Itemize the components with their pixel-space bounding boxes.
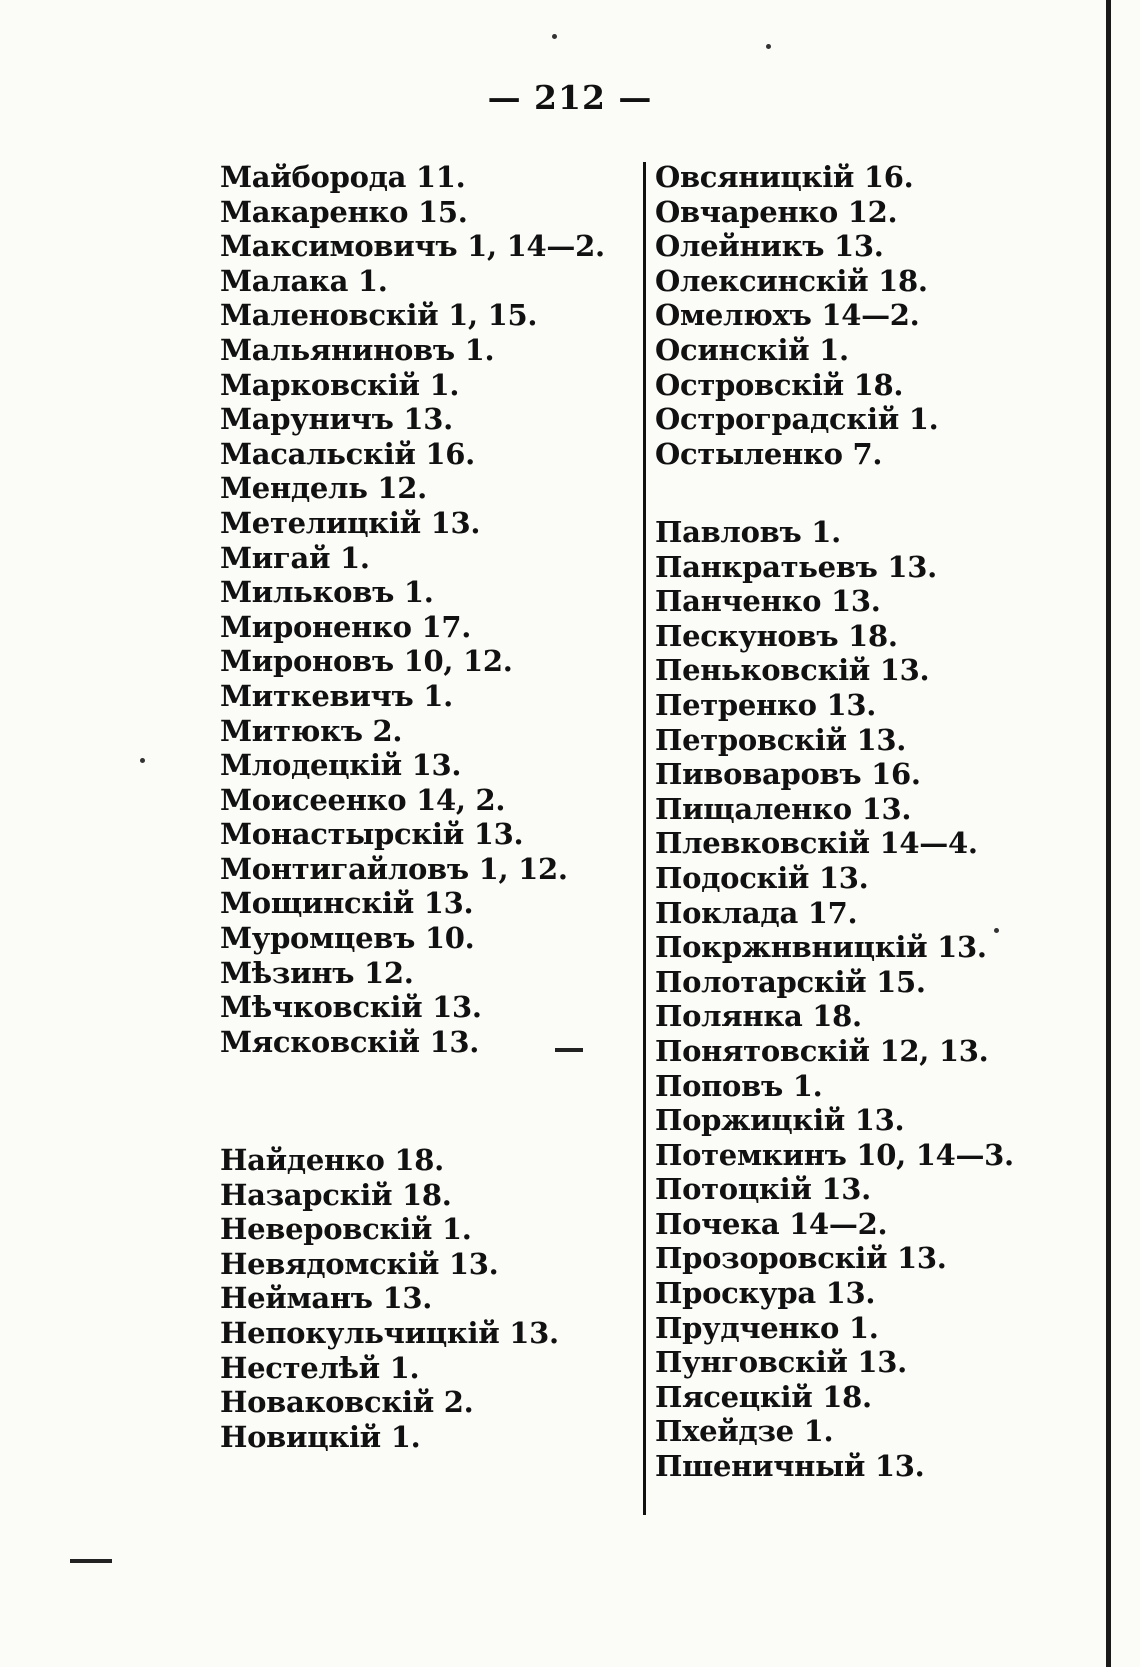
index-entry: Мендель 12. xyxy=(220,471,427,506)
index-entry: Малака 1. xyxy=(220,263,388,298)
index-entry: Петровскій 13. xyxy=(655,722,907,757)
index-entry: Мясковскій 13. xyxy=(220,1024,480,1059)
index-entry: Мигай 1. xyxy=(220,540,370,575)
index-entry: Новицкій 1. xyxy=(220,1419,421,1454)
index-entry: Поповъ 1. xyxy=(655,1068,823,1103)
index-entry: Пескуновъ 18. xyxy=(655,618,898,653)
page-number: — 212 — xyxy=(487,78,653,117)
column-divider xyxy=(643,162,646,1515)
index-entry: Полотарскій 15. xyxy=(655,964,926,999)
name-list-m xyxy=(220,160,605,1059)
index-entry: Непокульчицкій 13. xyxy=(220,1315,559,1350)
index-entry: Панченко 13. xyxy=(655,584,881,619)
index-entry: Потемкинъ 10, 14—3. xyxy=(655,1137,1014,1172)
index-entry: Прудченко 1. xyxy=(655,1310,879,1345)
index-entry: Максимовичъ 1, 14—2. xyxy=(220,229,605,264)
index-entry: Поклада 17. xyxy=(655,895,858,930)
stray-dash-mark xyxy=(70,1559,112,1563)
index-entry: Овчаренко 12. xyxy=(655,194,898,229)
stray-dot-mark xyxy=(766,44,771,49)
index-entry: Пивоваровъ 16. xyxy=(655,757,921,792)
index-entry: Мильковъ 1. xyxy=(220,575,434,610)
index-entry: Плевковскій 14—4. xyxy=(655,826,978,861)
index-entry: Пунговскій 13. xyxy=(655,1345,907,1380)
index-entry: Мѣзинъ 12. xyxy=(220,955,414,990)
index-entry: Подоскій 13. xyxy=(655,860,869,895)
index-entry: Невядомскій 13. xyxy=(220,1246,499,1281)
index-entry: Пшеничный 13. xyxy=(655,1449,925,1484)
name-list-o xyxy=(655,160,938,471)
index-entry: Полянка 18. xyxy=(655,999,862,1034)
index-entry: Монтигайловъ 1, 12. xyxy=(220,851,568,886)
index-entry: Пясецкій 18. xyxy=(655,1379,872,1414)
index-entry: Пищаленко 13. xyxy=(655,791,912,826)
name-list-n xyxy=(220,1143,559,1454)
index-entry: Омелюхъ 14—2. xyxy=(655,298,920,333)
page-edge-line xyxy=(1106,0,1111,1667)
index-entry: Олексинскій 18. xyxy=(655,263,928,298)
index-entry: Петренко 13. xyxy=(655,687,876,722)
index-entry: Нестелѣй 1. xyxy=(220,1350,420,1385)
index-entry: Мощинскій 13. xyxy=(220,886,474,921)
index-entry: Назарскій 18. xyxy=(220,1177,452,1212)
index-entry: Потоцкій 13. xyxy=(655,1172,871,1207)
index-entry: Майборода 11. xyxy=(220,160,466,194)
index-entry: Найденко 18. xyxy=(220,1143,444,1177)
index-entry: Пеньковскій 13. xyxy=(655,653,930,688)
index-entry: Мальяниновъ 1. xyxy=(220,332,495,367)
index-entry: Олейникъ 13. xyxy=(655,229,884,264)
stray-dot-mark xyxy=(552,34,557,39)
index-entry: Масальскій 16. xyxy=(220,436,475,471)
index-entry: Нейманъ 13. xyxy=(220,1281,433,1316)
index-entry: Метелицкій 13. xyxy=(220,505,481,540)
index-entry: Маленовскій 1, 15. xyxy=(220,298,538,333)
index-entry: Монастырскій 13. xyxy=(220,817,524,852)
stray-dot-mark xyxy=(994,928,999,933)
index-entry: Марковскій 1. xyxy=(220,367,460,402)
index-entry: Проскура 13. xyxy=(655,1276,876,1311)
index-entry: Мироненко 17. xyxy=(220,609,472,644)
index-entry: Маруничъ 13. xyxy=(220,402,453,437)
index-entry: Поржицкій 13. xyxy=(655,1103,905,1138)
index-entry: Почека 14—2. xyxy=(655,1206,888,1241)
index-entry: Новаковскій 2. xyxy=(220,1385,474,1420)
index-entry: Мѣчковскій 13. xyxy=(220,990,482,1025)
index-entry: Остыленко 7. xyxy=(655,436,883,471)
index-entry: Муромцевъ 10. xyxy=(220,921,475,956)
stray-dot-mark xyxy=(140,758,145,763)
index-entry: Павловъ 1. xyxy=(655,515,841,549)
index-entry: Покржнвницкій 13. xyxy=(655,930,987,965)
index-entry: Остроградскій 1. xyxy=(655,402,939,437)
index-entry: Митюкъ 2. xyxy=(220,713,403,748)
index-entry: Мироновъ 10, 12. xyxy=(220,644,513,679)
index-entry: Панкратьевъ 13. xyxy=(655,549,937,584)
index-entry: Неверовскій 1. xyxy=(220,1212,472,1247)
index-entry: Млодецкій 13. xyxy=(220,748,462,783)
index-entry: Овсяницкій 16. xyxy=(655,160,914,194)
index-entry: Прозоровскій 13. xyxy=(655,1241,947,1276)
index-entry: Понятовскій 12, 13. xyxy=(655,1033,989,1068)
name-list-p xyxy=(655,515,1014,1484)
index-entry: Осинскій 1. xyxy=(655,332,849,367)
index-entry: Островскій 18. xyxy=(655,367,904,402)
index-entry: Макаренко 15. xyxy=(220,194,468,229)
index-entry: Миткевичъ 1. xyxy=(220,678,453,713)
index-entry: Моисеенко 14, 2. xyxy=(220,782,506,817)
stray-dash-mark xyxy=(555,1048,583,1052)
index-entry: Пхейдзе 1. xyxy=(655,1414,834,1449)
